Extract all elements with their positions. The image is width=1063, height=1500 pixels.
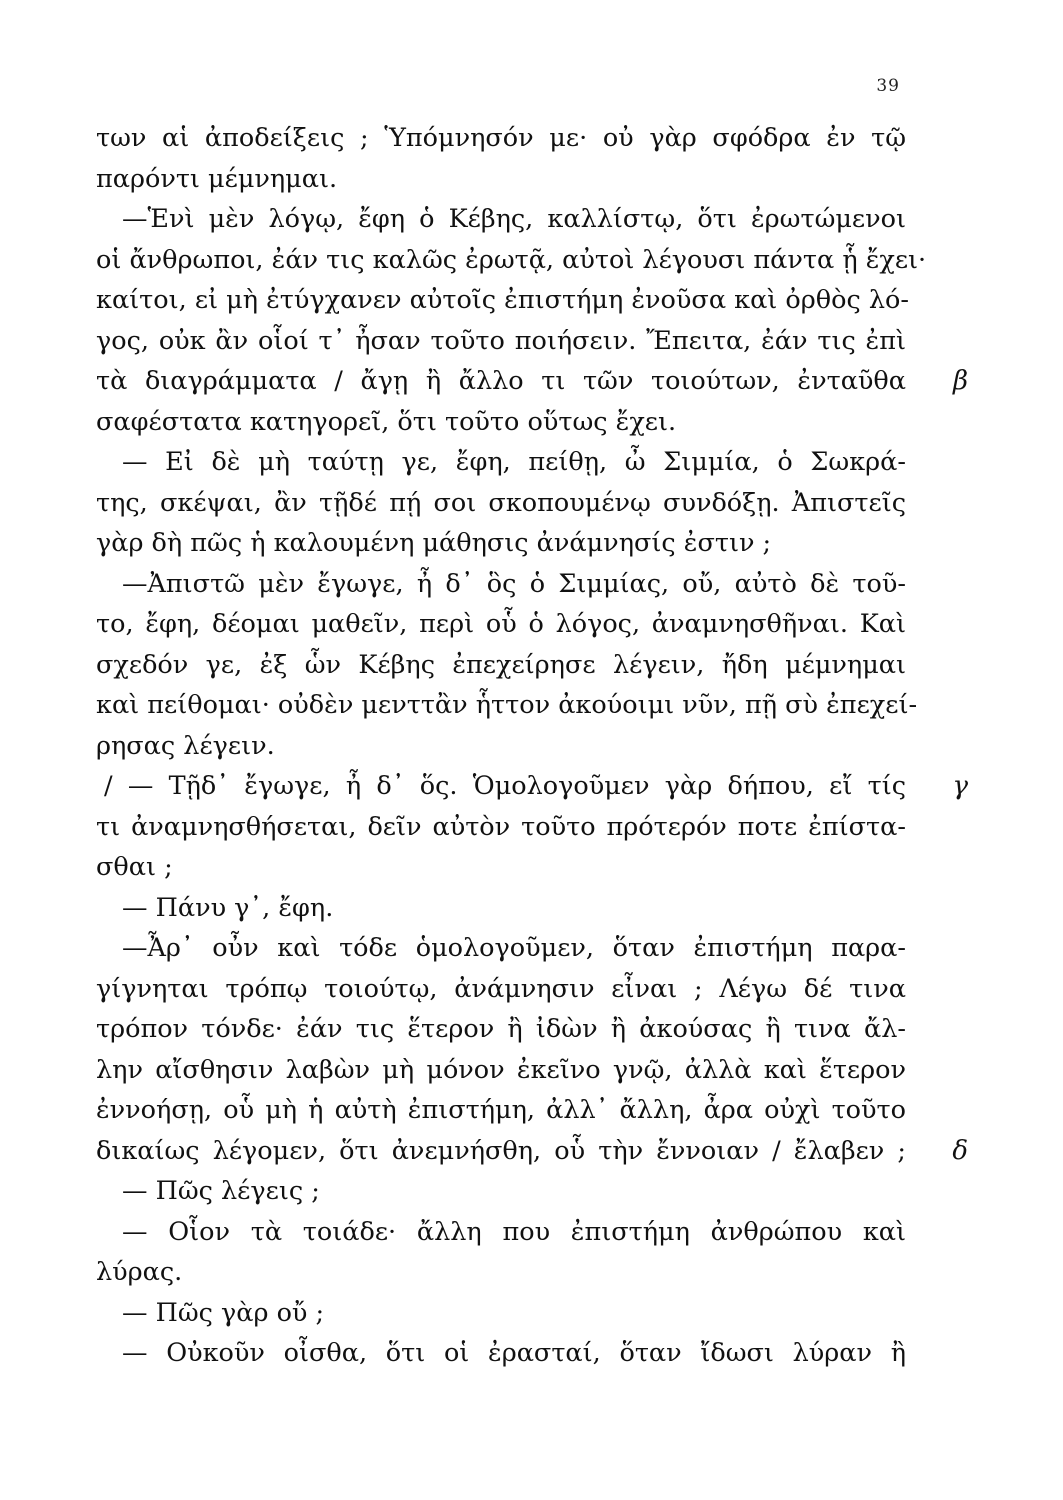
text-line	[96, 118, 906, 159]
line-text: παρόντι μέμνημαι.	[96, 163, 338, 194]
line-text: γίγνηται τρόπῳ τοιούτῳ, ἀνάμνησιν εἶναι ; Λέγω δέ τινα	[96, 973, 906, 1004]
text-line	[96, 1293, 906, 1334]
line-text: σαφέστατα κατηγορεῖ, ὅτι τοῦτο οὕτως ἔχει.	[96, 406, 677, 437]
line-text: — Πάνυ γ᾽, ἔφη.	[122, 892, 334, 923]
text-line	[96, 888, 906, 929]
text-line	[96, 847, 906, 888]
line-text: γος, οὐκ ἂν οἷοί τ᾽ ἦσαν τοῦτο ποιήσειν. Ἔπειτα, ἐάν τις ἐπὶ	[96, 325, 906, 356]
line-text: — Οἷον τὰ τοιάδε· ἄλλη που ἐπιστήμη ἀνθρώπου καὶ	[122, 1216, 906, 1247]
line-text: τὰ διαγράμματα / ἄγῃ ἢ ἄλλο τι τῶν τοιούτων, ἐνταῦθα	[96, 366, 906, 396]
text-line	[96, 604, 906, 645]
line-text: ρησας λέγειν.	[96, 730, 275, 761]
text-line	[96, 361, 968, 402]
text-line	[96, 969, 906, 1010]
line-text: — Πῶς λέγεις ;	[122, 1176, 320, 1206]
line-text: δικαίως λέγομεν, ὅτι ἀνεμνήσθη, οὗ τὴν ἔννοιαν / ἔλαβεν ;	[96, 1135, 906, 1166]
text-line	[96, 199, 906, 240]
text-line	[96, 1131, 968, 1172]
text-line	[96, 807, 906, 848]
line-text: —Ἑνὶ μὲν λόγῳ, ἔφη ὁ Κέβης, καλλίστῳ, ὅτι ἐρωτώμενοι	[122, 204, 906, 234]
text-line	[96, 402, 906, 443]
line-text: λην αἴσθησιν λαβὼν μὴ μόνον ἐκεῖνο γνῷ, ἀλλὰ καὶ ἕτερον	[96, 1054, 906, 1085]
line-text: σχεδόν γε, ἐξ ὧν Κέβης ἐπεχείρησε λέγειν, ἤδη μέμνημαι	[96, 649, 906, 680]
text-line	[96, 159, 906, 200]
text-line	[96, 321, 906, 362]
text-line	[96, 523, 906, 564]
margin-section-marker: δ	[952, 1135, 968, 1166]
page-number: 39	[876, 76, 900, 96]
line-text: οἱ ἄνθρωποι, ἐάν τις καλῶς ἐρωτᾷ, αὐτοὶ λέγουσι πάντα ᾗ ἔχει·	[96, 244, 927, 275]
line-text: το, ἔφη, δέομαι μαθεῖν, περὶ οὗ ὁ λόγος, ἀναμνησθῆναι. Καὶ	[96, 609, 906, 639]
line-text: γὰρ δὴ πῶς ἡ καλουμένη μάθησις ἀνάμνησίς ἐστιν ;	[96, 528, 772, 558]
line-text: της, σκέψαι, ἂν τῇδέ πῄ σοι σκοπουμένῳ συνδόξῃ. Ἀπιστεῖς	[96, 487, 906, 518]
text-line	[96, 645, 906, 686]
margin-section-marker: β	[952, 366, 968, 396]
text-line	[96, 1333, 906, 1374]
greek-text-body	[96, 118, 968, 1374]
text-line	[96, 483, 906, 524]
line-text: λύρας.	[96, 1257, 183, 1287]
text-line	[96, 726, 906, 767]
line-text: καὶ πείθομαι· οὐδὲν μενττἂν ἧττον ἀκούοιμι νῦν, πῇ σὺ ἐπεχεί-	[96, 690, 918, 720]
text-line	[96, 766, 968, 807]
line-text: σθαι ;	[96, 852, 173, 882]
text-line	[96, 442, 906, 483]
line-text: ἐννοήσῃ, οὗ μὴ ἡ αὐτὴ ἐπιστήμη, ἀλλ᾽ ἄλλη, ἆρα οὐχὶ τοῦτο	[96, 1095, 906, 1125]
text-line	[96, 564, 906, 605]
text-line	[96, 1171, 906, 1212]
text-line	[96, 1050, 906, 1091]
text-line	[96, 280, 909, 321]
text-line	[96, 928, 906, 969]
line-text: —Ἀπιστῶ μὲν ἔγωγε, ἦ δ᾽ ὃς ὁ Σιμμίας, οὔ, αὐτὸ δὲ τοῦ-	[122, 568, 906, 599]
line-text: —Ἆρ᾽ οὖν καὶ τόδε ὁμολογοῦμεν, ὅταν ἐπιστήμη παρα-	[122, 933, 906, 963]
line-text: — Πῶς γὰρ οὔ ;	[122, 1297, 325, 1328]
line-text: των αἱ ἀποδείξεις ; Ὑπόμνησόν με· οὐ γὰρ σφόδρα ἐν τῷ	[96, 123, 906, 153]
margin-section-marker: γ	[952, 771, 968, 801]
text-line	[96, 1212, 906, 1253]
text-line	[96, 1090, 906, 1131]
line-text: καίτοι, εἰ μὴ ἐτύγχανεν αὐτοῖς ἐπιστήμη ἐνοῦσα καὶ ὀρθὸς λό-	[96, 285, 909, 315]
line-text: / — Τῇδ᾽ ἔγωγε, ἦ δ᾽ ὅς. Ὁμολογοῦμεν γὰρ δήπου, εἴ τίς	[104, 771, 906, 801]
text-line	[96, 1252, 906, 1293]
line-text: τι ἀναμνησθήσεται, δεῖν αὐτὸν τοῦτο πρότερόν ποτε ἐπίστα-	[96, 811, 906, 842]
line-text: — Οὐκοῦν οἶσθα, ὅτι οἱ ἐρασταί, ὅταν ἴδωσι λύραν ἢ	[122, 1338, 906, 1368]
text-line	[96, 1009, 906, 1050]
text-line	[96, 685, 918, 726]
text-line	[96, 240, 927, 281]
line-text: τρόπον τόνδε· ἐάν τις ἕτερον ἢ ἰδὼν ἢ ἀκούσας ἢ τινα ἄλ-	[96, 1014, 906, 1044]
line-text: — Εἰ δὲ μὴ ταύτῃ γε, ἔφη, πείθῃ, ὦ Σιμμία, ὁ Σωκρά-	[122, 447, 906, 477]
